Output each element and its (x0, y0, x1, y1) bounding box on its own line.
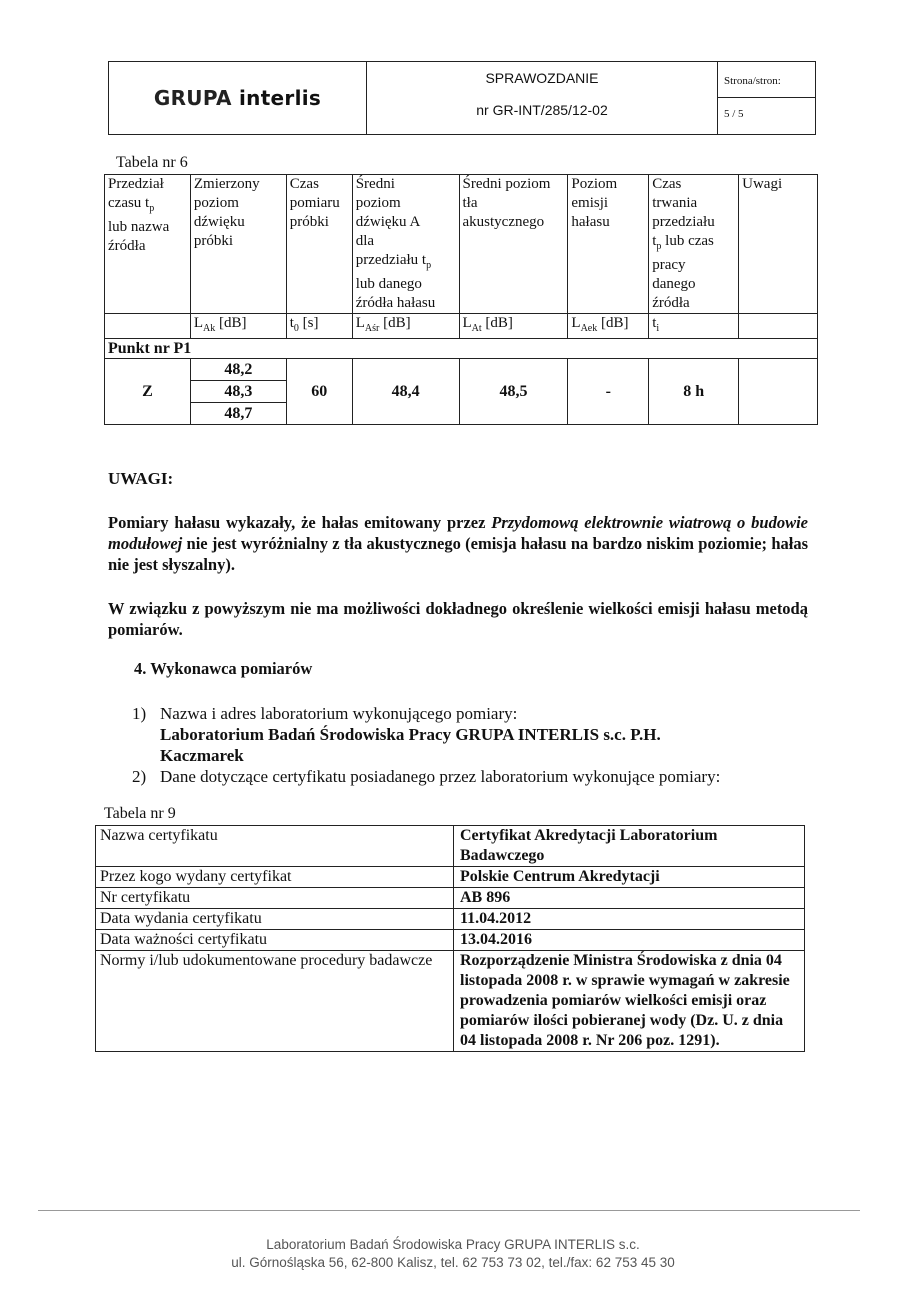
cert-value-issuer: Polskie Centrum Akredytacji (454, 867, 805, 888)
table6-header-row (105, 175, 818, 314)
unit-t0: $t_0$ [s] (286, 314, 352, 339)
cert-value-issued: 11.04.2012 (454, 909, 805, 930)
title-cell (367, 62, 718, 134)
remarks-paragraph-1: Pomiary hałasu wykazały, że hałas emitowany przez Przydomową elektrownie wiatrową o budowie modułowej nie jest wyróżnialny z tła akustycznego (emisja hałasu na bardzo niskim poziomie; hałas nie jest słyszalny). (108, 513, 808, 574)
page-value: 5 / 5 (724, 108, 744, 120)
cert-value-name: Certyfikat Akredytacji Laboratorium Badawczego (454, 826, 805, 867)
cert-label-valid: Data ważności certyfikatu (96, 930, 454, 951)
cert-value-norms: Rozporządzenie Ministra Środowiska z dnia 04 listopada 2008 r. w sprawie wymagań w zakresie prowadzenia pomiarów wielkości emisji oraz pomiarów ilości pobieranej wody (Dz. U. z dnia 04 listopada 2008 r. Nr 206 poz. 1291). (454, 951, 805, 1052)
footer-line-1: Laboratorium Badań Środowiska Pracy GRUPA INTERLIS s.c. (266, 1237, 640, 1252)
hdr-sample-level: Zmierzony poziom dźwięku próbki (190, 175, 286, 314)
cert-row-name (96, 826, 805, 867)
point-row (105, 339, 818, 359)
certificate-table (95, 825, 805, 1052)
cell-sample-2: 48,3 (190, 381, 286, 403)
hdr-emission: Poziom emisji hałasu (568, 175, 649, 314)
hdr-sample-time: Czas pomiaru próbki (286, 175, 352, 314)
cert-label-norms: Normy i/lub udokumentowane procedury badawcze (96, 951, 454, 1052)
cell-notes (739, 359, 818, 425)
cell-time: 60 (286, 359, 352, 425)
unit-lat: $L_{At}$ [dB] (459, 314, 568, 339)
table6-caption: Tabela nr 6 (116, 154, 188, 171)
item2-text: Dane dotyczące certyfikatu posiadanego przez laboratorium wykonujące pomiary: (160, 767, 721, 786)
unit-lak: $L_{Ak}$ [dB] (190, 314, 286, 339)
cell-emission: - (568, 359, 649, 425)
cell-sample-3: 48,7 (190, 403, 286, 425)
cert-label-issuer: Przez kogo wydany certyfikat (96, 867, 454, 888)
footer-divider (38, 1210, 860, 1211)
company-logo: GRUPA interlis (153, 86, 322, 110)
point-label: Punkt nr P1 (105, 339, 818, 359)
remarks-paragraph-2: W związku z powyższym nie ma możliwości dokładnego określenie wielkości emisji hałasu metodą pomiarów. (108, 599, 808, 639)
cert-row-norms (96, 951, 805, 1052)
cell-avg: 48,4 (352, 359, 459, 425)
item1-text: Nazwa i adres laboratorium wykonującego pomiary: (160, 704, 518, 723)
cert-row-issued (96, 909, 805, 930)
cert-value-number: AB 896 (454, 888, 805, 909)
cert-label-issued: Data wydania certyfikatu (96, 909, 454, 930)
hdr-interval: Przedział czasu $t_p$ lub nazwa źródła (105, 175, 191, 314)
remarks-heading: UWAGI: (108, 469, 174, 488)
cell-source: Z (105, 359, 191, 425)
cert-label-name: Nazwa certyfikatu (96, 826, 454, 867)
footer-line-2: ul. Górnośląska 56, 62-800 Kalisz, tel. 62 753 73 02, tel./fax: 62 753 45 30 (231, 1255, 675, 1270)
hdr-notes: Uwagi (739, 175, 818, 314)
hdr-duration: Czas trwania przedziału $t_p$ lub czas pracy danego źródła (649, 175, 739, 314)
table9-caption: Tabela nr 9 (104, 805, 176, 822)
item1-number: 1) (132, 704, 147, 723)
measurement-table (104, 174, 818, 425)
unit-laek: $L_{Aek}$ [dB] (568, 314, 649, 339)
hdr-avg-level: Średni poziom dźwięku A dla przedziału $t_p$ lub danego źródła hałasu (352, 175, 459, 314)
cert-row-valid (96, 930, 805, 951)
cert-value-valid: 13.04.2016 (454, 930, 805, 951)
page-cell (718, 62, 815, 134)
report-header (108, 61, 816, 135)
cell-sample-1: 48,2 (190, 359, 286, 381)
unit-empty-2 (739, 314, 818, 339)
item1-laboratory: Laboratorium Badań Środowiska Pracy GRUPA INTERLIS s.c. P.H. Kaczmarek (160, 725, 661, 765)
table6-units-row (105, 314, 818, 339)
logo-cell (109, 62, 367, 134)
item2-number: 2) (132, 767, 147, 786)
unit-empty (105, 314, 191, 339)
hdr-background: Średni poziom tła akustycznego (459, 175, 568, 314)
unit-ti: $t_i$ (649, 314, 739, 339)
cert-row-issuer (96, 867, 805, 888)
cert-row-number (96, 888, 805, 909)
section4-heading: 4. Wykonawca pomiarów (134, 659, 313, 678)
report-title: SPRAWOZDANIE (485, 70, 599, 86)
page-label: Strona/stron: (718, 62, 815, 98)
cell-background: 48,5 (459, 359, 568, 425)
report-number: nr GR-INT/285/12-02 (476, 102, 608, 118)
data-row (105, 359, 818, 381)
cert-label-number: Nr certyfikatu (96, 888, 454, 909)
cell-duration: 8 h (649, 359, 739, 425)
unit-lasr: $L_{Aśr}$ [dB] (352, 314, 459, 339)
